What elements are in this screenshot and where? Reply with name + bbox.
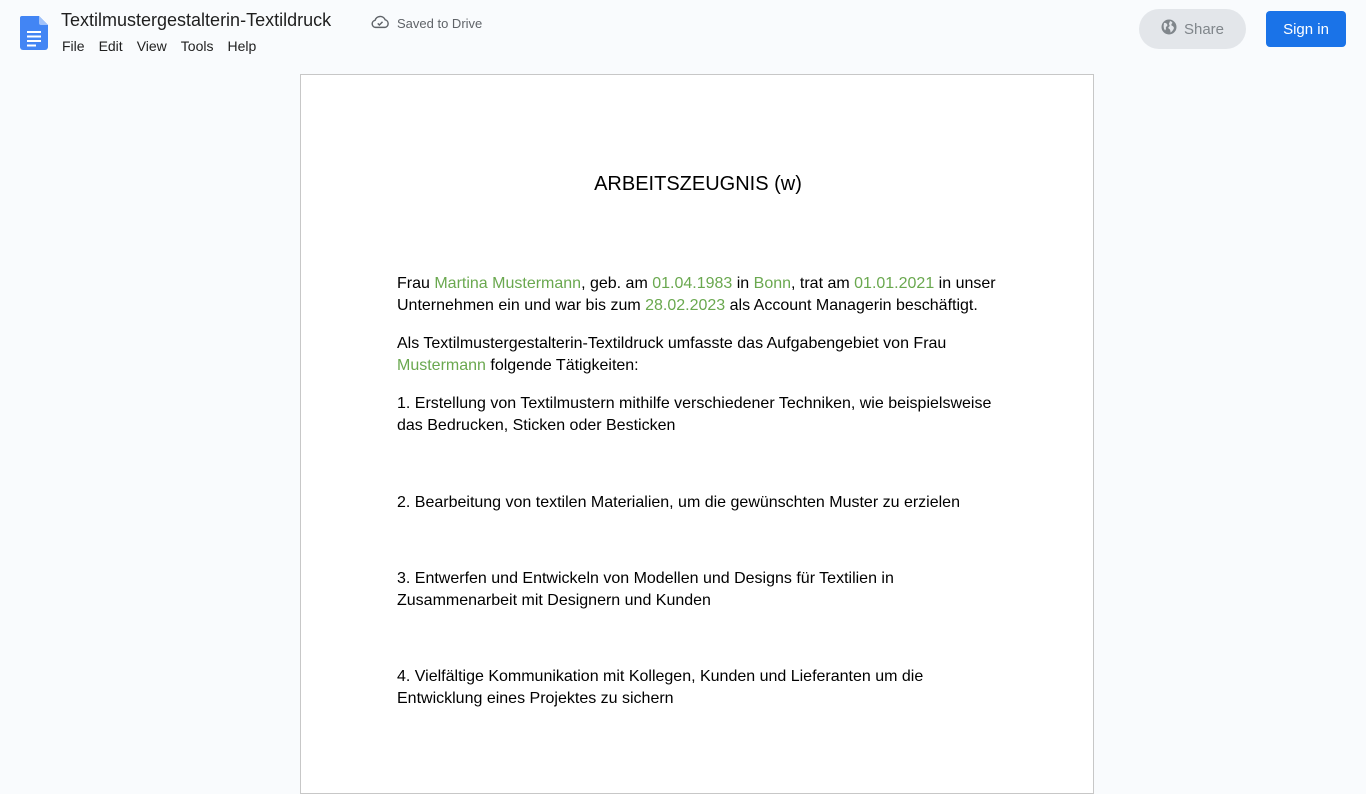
share-label: Share <box>1183 20 1225 38</box>
menu-bar <box>55 36 263 56</box>
tasks-intro-text: Als Textilmustergestalterin-Textildruck umfasste das Aufgabengebiet von Frau <box>397 335 947 352</box>
document-page <box>300 74 1094 794</box>
menu-help[interactable]: Help <box>227 38 257 54</box>
birth-date: 01.04.1983 <box>652 275 733 292</box>
task-item: 1. Erstellung von Textilmustern mithilfe verschiedener Techniken, wie beispielsweise das Bedrucken, Sticken oder Besticken <box>397 395 992 434</box>
google-docs-icon[interactable] <box>20 16 48 50</box>
intro-paragraph <box>397 273 1007 317</box>
task-item: 3. Entwerfen und Entwickeln von Modellen und Designs für Textilien in Zusammenarbeit mit Designern und Kunden <box>397 570 894 609</box>
birth-city: Bonn <box>753 275 792 292</box>
intro-text: als Account Managerin beschäftigt. <box>725 297 978 314</box>
share-button[interactable] <box>1139 9 1246 49</box>
menu-edit[interactable]: Edit <box>98 38 123 54</box>
top-bar <box>0 0 1366 64</box>
task-item: 4. Vielfältige Kommunikation mit Kollegen, Kunden und Lieferanten um die Entwicklung eines Projektes zu sichern <box>397 668 924 707</box>
start-date: 01.01.2021 <box>854 275 935 292</box>
intro-text: , geb. am <box>581 275 653 292</box>
intro-text: , trat am <box>791 275 855 292</box>
intro-text: Frau <box>397 275 435 292</box>
save-status-label: Saved to Drive <box>397 15 483 31</box>
cloud-done-icon <box>371 15 389 32</box>
document-heading: ARBEITSZEUGNIS (w) <box>594 173 802 195</box>
menu-view[interactable]: View <box>136 38 167 54</box>
task-item: 2. Bearbeitung von textilen Materialien, um die gewünschten Muster zu erzielen <box>397 494 960 511</box>
tasks-intro-paragraph <box>397 333 1007 377</box>
intro-text: in unser Unternehmen ein und war bis zum <box>397 275 996 314</box>
intro-text: in <box>732 275 754 292</box>
save-status[interactable] <box>371 14 482 32</box>
menu-tools[interactable]: Tools <box>180 38 214 54</box>
sign-in-button[interactable]: Sign in <box>1266 11 1346 47</box>
employee-name: Martina Mustermann <box>434 275 582 292</box>
globe-icon <box>1161 19 1177 39</box>
end-date: 28.02.2023 <box>645 297 726 314</box>
tasks-intro-text: folgende Tätigkeiten: <box>485 357 639 374</box>
document-title[interactable]: Textilmustergestalterin-Textildruck <box>61 10 332 30</box>
employee-surname: Mustermann <box>397 357 486 374</box>
menu-file[interactable]: File <box>62 38 85 54</box>
